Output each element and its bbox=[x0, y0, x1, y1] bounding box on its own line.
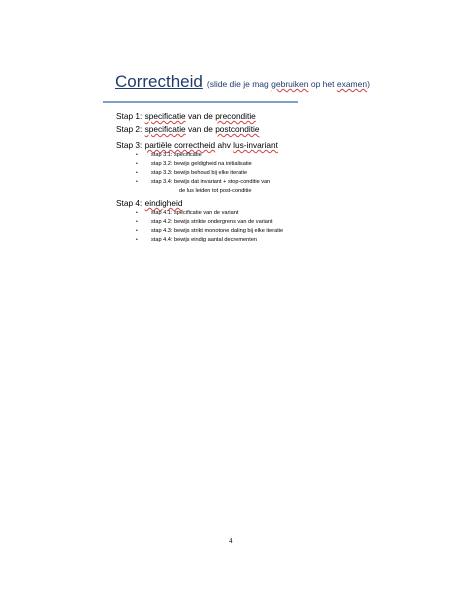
step-3-item: • stap 3.2: bewijs geldigheid na initialisatie bbox=[136, 161, 252, 167]
step-3-item: • stap 3.3: bewijs behoud bij elke iteratie bbox=[136, 170, 248, 176]
slide-title bbox=[115, 72, 370, 92]
title-subtitle: (slide die je mag gebruiken op het examen) bbox=[206, 79, 370, 89]
step-4: Stap 4: eindigheid bbox=[116, 198, 183, 208]
step-3-item-continuation: de lus leiden tot post-conditie bbox=[179, 188, 252, 194]
page-number: 4 bbox=[229, 537, 233, 545]
step-3-item: • stap 3.1: specificatie bbox=[136, 152, 202, 158]
step-3-item: • stap 3.4: bewijs dat invariant + stop-conditie van bbox=[136, 179, 271, 185]
step-4-item: • stap 4.4: bewijs eindig aantal decrementen bbox=[136, 237, 258, 243]
step-4-item: • stap 4.1: specificatie van de variant bbox=[136, 210, 239, 216]
title-underline-rule bbox=[103, 101, 298, 103]
step-2: Stap 2: specificatie van de postconditie bbox=[116, 124, 260, 134]
step-1: Stap 1: specificatie van de preconditie bbox=[116, 111, 256, 121]
step-4-item: • stap 4.3: bewijs strikt monotone daling bij elke iteratie bbox=[136, 228, 284, 234]
title-main: Correctheid bbox=[115, 72, 203, 91]
step-4-item: • stap 4.2: bewijs strikte ondergrens van de variant bbox=[136, 219, 273, 225]
step-3: Stap 3: partiële correctheid ahv lus-invariant bbox=[116, 140, 278, 150]
